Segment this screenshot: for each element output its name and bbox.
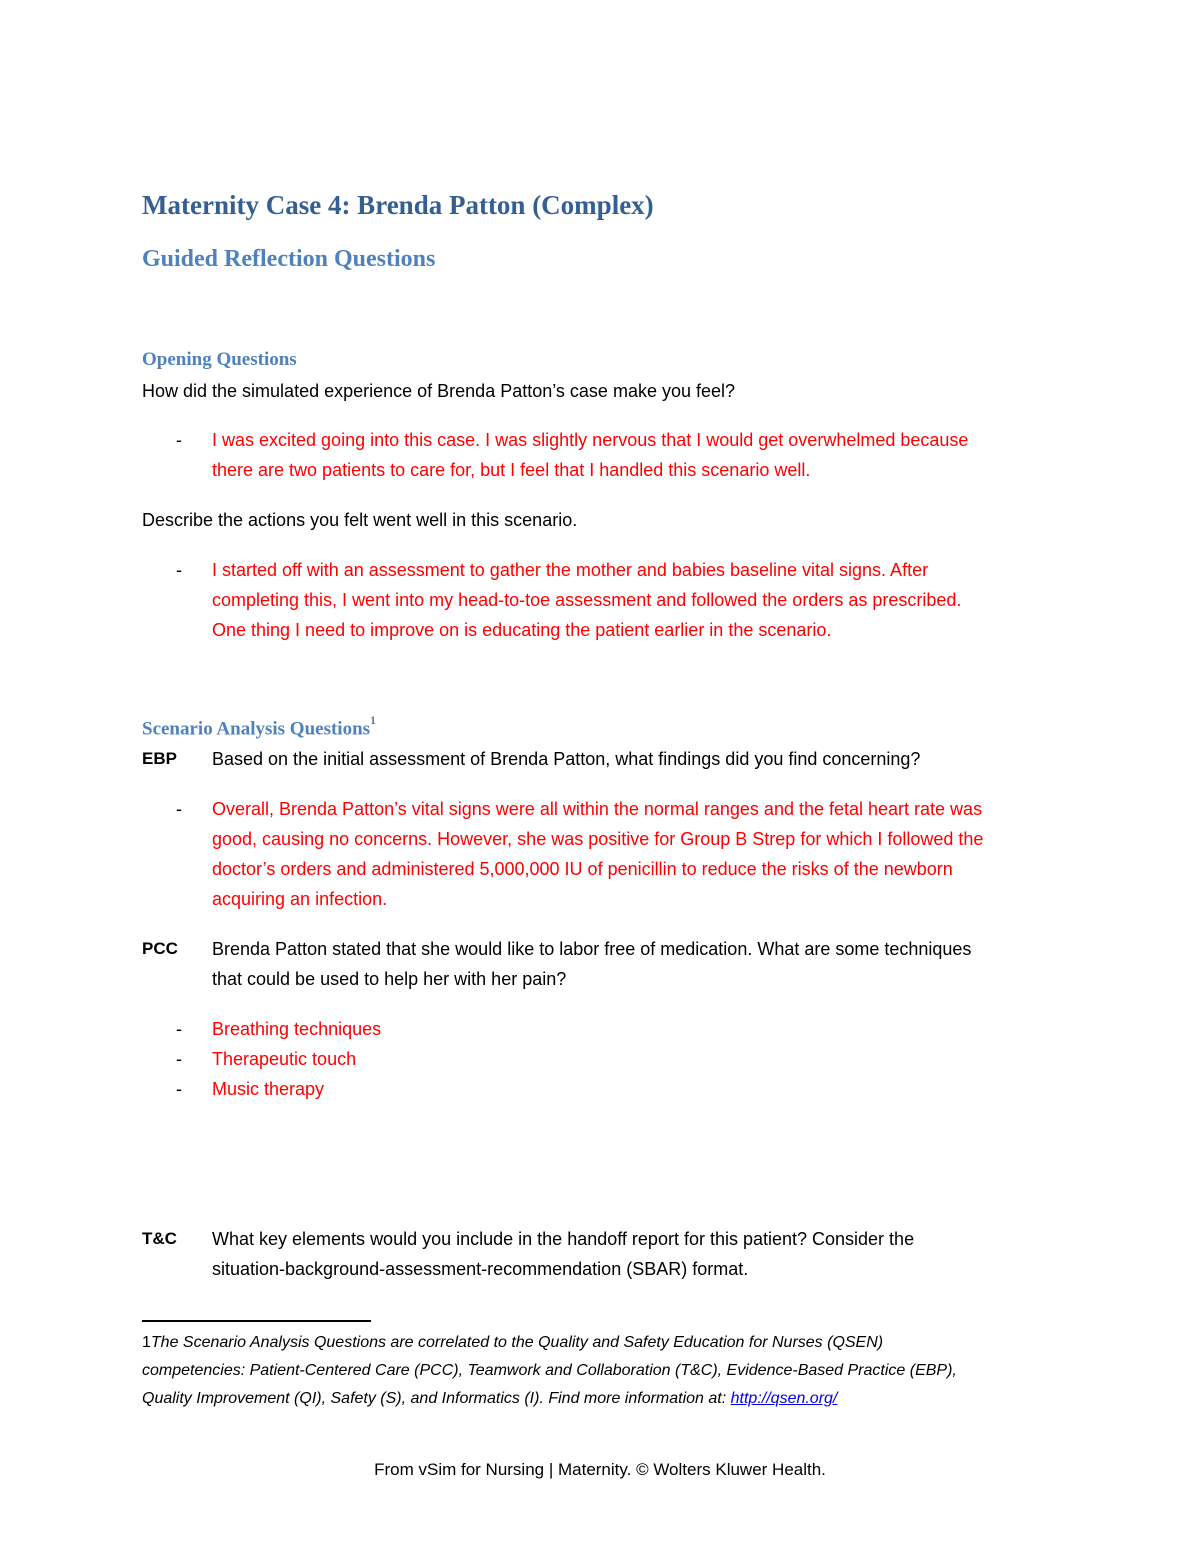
footnote-divider [142, 1320, 371, 1322]
scenario-analysis-heading [142, 713, 377, 740]
pcc-tag: PCC [142, 939, 178, 958]
answer-line: One thing I need to improve on is educating the patient earlier in the scenario. [212, 620, 832, 640]
opening-question-1: How did the simulated experience of Brenda Patton’s case make you feel? [142, 381, 736, 401]
tc-question: situation-background-assessment-recommendation (SBAR) format. [212, 1259, 749, 1279]
footnote-line: competencies: Patient-Centered Care (PCC), Teamwork and Collaboration (T&C), Evidence-Based Practice (EBP), [142, 1362, 957, 1379]
answer-line: there are two patients to care for, but I feel that I handled this scenario well. [212, 460, 811, 480]
answer-line: Overall, Brenda Patton’s vital signs were all within the normal ranges and the fetal heart rate was [212, 799, 983, 819]
footnote-line [142, 1334, 883, 1352]
scenario-analysis-heading-text: Scenario Analysis Questions [142, 718, 371, 740]
bullet-dash: - [176, 1019, 182, 1039]
answer-line: good, causing no concerns. However, she was positive for Group B Strep for which I followed the [212, 829, 984, 849]
page-footer: From vSim for Nursing | Maternity. © Wolters Kluwer Health. [374, 1460, 826, 1479]
bullet-dash: - [176, 430, 182, 450]
list-item: Breathing techniques [212, 1019, 382, 1039]
footnote-text: The Scenario Analysis Questions are correlated to the Quality and Safety Education for Nurses (QSEN) [150, 1334, 884, 1351]
footnote-reference: 1 [370, 713, 377, 727]
bullet-dash: - [176, 799, 182, 819]
footnote-line [142, 1390, 837, 1408]
pcc-question: Brenda Patton stated that she would like to labor free of medication. What are some techniques [212, 939, 972, 959]
answer-line: I started off with an assessment to gather the mother and babies baseline vital signs. After [212, 560, 929, 580]
footnote-number: 1 [142, 1334, 151, 1351]
opening-question-2: Describe the actions you felt went well in this scenario. [142, 510, 578, 530]
pcc-question: that could be used to help her with her pain? [212, 969, 567, 989]
tc-question: What key elements would you include in the handoff report for this patient? Consider the [212, 1229, 915, 1249]
document-title: Maternity Case 4: Brenda Patton (Complex) [142, 190, 654, 220]
opening-questions-heading: Opening Questions [142, 349, 297, 370]
ebp-question: Based on the initial assessment of Brenda Patton, what findings did you find concerning? [212, 749, 921, 769]
bullet-dash: - [176, 1079, 182, 1099]
answer-line: acquiring an infection. [212, 889, 388, 909]
footnote-text: Quality Improvement (QI), Safety (S), and Informatics (I). Find more information at: [142, 1390, 731, 1407]
ebp-tag: EBP [142, 749, 177, 768]
bullet-dash: - [176, 1049, 182, 1069]
list-item: Music therapy [212, 1079, 325, 1099]
bullet-dash: - [176, 560, 182, 580]
answer-line: doctor’s orders and administered 5,000,000 IU of penicillin to reduce the risks of the newborn [212, 859, 953, 879]
answer-line: I was excited going into this case. I was slightly nervous that I would get overwhelmed because [212, 430, 969, 450]
list-item: Therapeutic touch [212, 1049, 357, 1069]
tc-tag: T&C [142, 1229, 177, 1248]
qsen-link[interactable]: http://qsen.org/ [730, 1390, 838, 1407]
answer-line: completing this, I went into my head-to-toe assessment and followed the orders as prescribed. [212, 590, 962, 610]
document-subtitle: Guided Reflection Questions [142, 246, 436, 272]
